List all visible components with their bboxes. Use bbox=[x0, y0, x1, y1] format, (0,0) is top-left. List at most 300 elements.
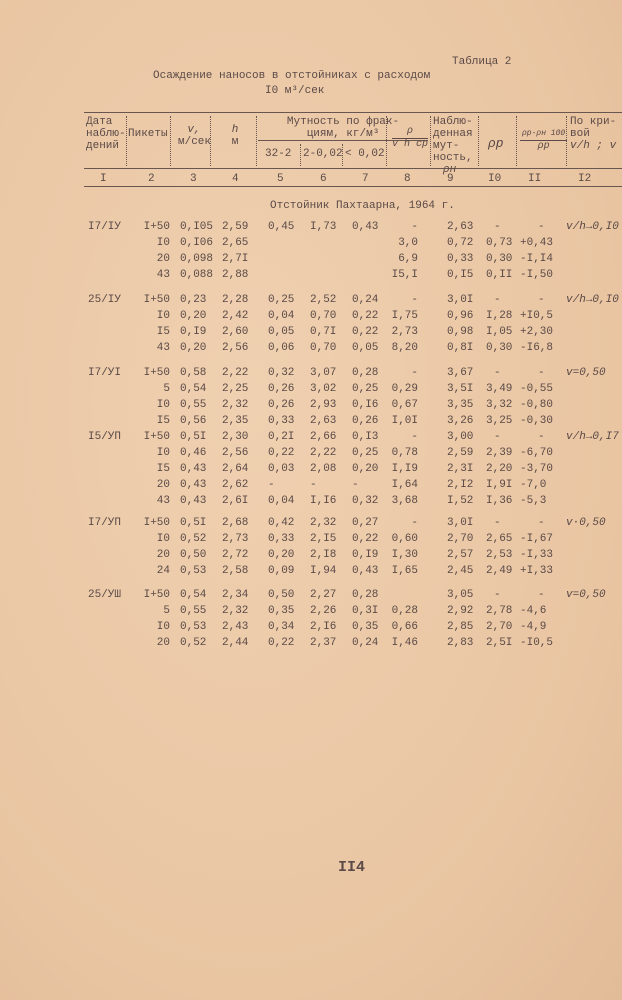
table-cell: 0,55 bbox=[180, 399, 207, 411]
table-cell: 0,28 bbox=[352, 589, 379, 601]
table-cell: 2,63 bbox=[310, 415, 337, 427]
table-cell: 0,25 bbox=[352, 447, 379, 459]
table-cell: 8,20 bbox=[391, 342, 418, 354]
header-text: м/сек bbox=[178, 136, 212, 148]
table-cell: 2,85 bbox=[447, 621, 474, 633]
header-text: По кри- bbox=[570, 116, 617, 128]
table-cell: -I,67 bbox=[520, 533, 554, 545]
table-cell: I+50 bbox=[143, 221, 170, 233]
table-cell: 0,2I bbox=[268, 431, 295, 443]
header-velocity bbox=[178, 124, 210, 148]
table-cell: 3,5I bbox=[447, 383, 474, 395]
column-number: 8 bbox=[404, 173, 411, 185]
table-cell: 0,98 bbox=[447, 326, 474, 338]
table-cell: 3,02 bbox=[310, 383, 337, 395]
table-cell: 2,37 bbox=[310, 637, 337, 649]
table-row bbox=[0, 495, 622, 511]
table-cell: 0,I6 bbox=[352, 399, 379, 411]
table-cell: 3,05 bbox=[447, 589, 474, 601]
table-cell: I+50 bbox=[143, 517, 170, 529]
table-cell: 0,35 bbox=[268, 605, 295, 617]
table-cell: 0,26 bbox=[268, 399, 295, 411]
table-cell: 5 bbox=[163, 383, 170, 395]
table-cell: I,28 bbox=[486, 310, 513, 322]
table-cell: 0,58 bbox=[180, 367, 207, 379]
column-number: I2 bbox=[578, 173, 592, 185]
table-cell: 20 bbox=[156, 479, 170, 491]
table-cell: 0,22 bbox=[268, 447, 295, 459]
table-cell: 2,26 bbox=[310, 605, 337, 617]
table-cell: I0 bbox=[156, 533, 170, 545]
header-text: денная bbox=[433, 128, 473, 140]
table-row bbox=[0, 637, 622, 653]
table-cell: 0,54 bbox=[180, 383, 207, 395]
table-cell: 2,34 bbox=[222, 589, 249, 601]
table-cell: 0,I3 bbox=[352, 431, 379, 443]
table-cell: I,75 bbox=[391, 310, 418, 322]
table-cell: I5,I bbox=[391, 269, 418, 281]
table-cell: I0 bbox=[156, 621, 170, 633]
table-cell: 0,50 bbox=[180, 549, 207, 561]
table-row bbox=[0, 549, 622, 565]
table-cell: 0,43 bbox=[180, 463, 207, 475]
table-cell: 2,73 bbox=[222, 533, 249, 545]
table-row bbox=[0, 533, 622, 549]
table-cell: 0,43 bbox=[180, 495, 207, 507]
column-number: 7 bbox=[362, 173, 369, 185]
table-cell: 0,53 bbox=[180, 565, 207, 577]
header-fraction-lt-002: < 0,02 bbox=[345, 148, 385, 160]
table-cell: 0,05 bbox=[268, 326, 295, 338]
fraction bbox=[392, 126, 428, 151]
header-fraction-32-2: 32-2 bbox=[265, 148, 292, 160]
table-cell: 43 bbox=[156, 342, 170, 354]
curve-cell: v/h→0,I7 bbox=[566, 431, 619, 443]
table-cell: 0,32 bbox=[352, 495, 379, 507]
column-number: 9 bbox=[447, 173, 454, 185]
table-cell: - bbox=[411, 431, 418, 443]
table-cell: 2,32 bbox=[310, 517, 337, 529]
table-cell: 0,60 bbox=[391, 533, 418, 545]
table-cell: - bbox=[538, 221, 545, 233]
table-cell: 2,49 bbox=[486, 565, 513, 577]
table-cell: 24 bbox=[156, 565, 170, 577]
table-cell: 2,08 bbox=[310, 463, 337, 475]
table-cell: 2,57 bbox=[447, 549, 474, 561]
table-cell: 0,67 bbox=[391, 399, 418, 411]
table-cell: 0,45 bbox=[268, 221, 295, 233]
table-cell: -0,80 bbox=[520, 399, 554, 411]
table-cell: 2,30 bbox=[222, 431, 249, 443]
table-cell: 0,30 bbox=[486, 342, 513, 354]
table-row bbox=[0, 621, 622, 637]
table-cell: I0 bbox=[156, 310, 170, 322]
table-cell: 0,52 bbox=[180, 533, 207, 545]
table-cell: 2,70 bbox=[447, 533, 474, 545]
curve-cell: v/h→0,I0 bbox=[566, 294, 619, 306]
header-text: вой bbox=[570, 128, 590, 140]
header-text: v, bbox=[187, 124, 201, 136]
table-cell: - bbox=[352, 479, 359, 491]
table-cell: 3,00 bbox=[447, 431, 474, 443]
table-cell: 0,28 bbox=[352, 367, 379, 379]
table-cell: 2,58 bbox=[222, 565, 249, 577]
table-cell: 0,33 bbox=[268, 415, 295, 427]
table-cell: 2,22 bbox=[310, 447, 337, 459]
table-cell: 0,43 bbox=[180, 479, 207, 491]
header-text: Мутность по фрак- bbox=[286, 116, 400, 128]
table-cell: 2,20 bbox=[486, 463, 513, 475]
table-row bbox=[0, 367, 622, 383]
table-cell: I0 bbox=[156, 237, 170, 249]
col-separator bbox=[170, 116, 171, 166]
table-cell: 0,098 bbox=[180, 253, 214, 265]
table-cell: 0,24 bbox=[352, 637, 379, 649]
date-cell: 25/IУ bbox=[88, 294, 122, 306]
table-cell: 0,24 bbox=[352, 294, 379, 306]
table-cell: I5 bbox=[156, 463, 170, 475]
table-cell: 0,28 bbox=[391, 605, 418, 617]
column-number: 6 bbox=[320, 173, 327, 185]
table-cell: +I0,5 bbox=[520, 310, 554, 322]
header-text: ность, bbox=[433, 152, 473, 164]
date-cell: 25/УШ bbox=[88, 589, 122, 601]
table-row bbox=[0, 294, 622, 310]
table-cell: 0,20 bbox=[180, 342, 207, 354]
table-cell: 43 bbox=[156, 269, 170, 281]
table-cell: 0,43 bbox=[352, 221, 379, 233]
curve-cell: v=0,50 bbox=[566, 589, 606, 601]
table-cell: 3,49 bbox=[486, 383, 513, 395]
table-cell: 3,0 bbox=[398, 237, 418, 249]
table-row bbox=[0, 269, 622, 285]
column-number: I0 bbox=[488, 173, 502, 185]
header-text: h bbox=[231, 124, 239, 136]
table-cell: 2,52 bbox=[310, 294, 337, 306]
header-text: м bbox=[231, 136, 239, 148]
table-cell: 0,26 bbox=[352, 415, 379, 427]
table-cell: +0,43 bbox=[520, 237, 554, 249]
table-cell: I,I9 bbox=[391, 463, 418, 475]
column-number: 4 bbox=[232, 173, 239, 185]
table-cell: 0,23 bbox=[180, 294, 207, 306]
table-cell: -6,70 bbox=[520, 447, 554, 459]
table-cell: 3,68 bbox=[391, 495, 418, 507]
table-cell: I,94 bbox=[310, 565, 337, 577]
table-row bbox=[0, 605, 622, 621]
table-cell: 0,04 bbox=[268, 495, 295, 507]
table-cell: 2,7I bbox=[222, 253, 249, 265]
table-cell: 2,83 bbox=[447, 637, 474, 649]
table-cell: 0,33 bbox=[447, 253, 474, 265]
table-cell: - bbox=[538, 517, 545, 529]
table-cell: 2,63 bbox=[447, 221, 474, 233]
table-cell: 2,93 bbox=[310, 399, 337, 411]
table-row bbox=[0, 253, 622, 269]
header-pickets: Пикеты bbox=[128, 128, 168, 140]
table-cell: -7,0 bbox=[520, 479, 547, 491]
table-cell: 0,5I bbox=[180, 431, 207, 443]
table-cell: 0,I5 bbox=[447, 269, 474, 281]
header-observed-turbidity bbox=[433, 116, 473, 176]
header-text: v/h ; v bbox=[570, 140, 617, 152]
table-cell: I+50 bbox=[143, 431, 170, 443]
table-cell: 2,25 bbox=[222, 383, 249, 395]
table-cell: 2,32 bbox=[222, 605, 249, 617]
table-title-line2: I0 м³/сек bbox=[265, 85, 325, 97]
table-cell: 2,22 bbox=[222, 367, 249, 379]
table-cell: 2,56 bbox=[222, 342, 249, 354]
table-cell: 2,28 bbox=[222, 294, 249, 306]
table-row bbox=[0, 326, 622, 342]
table-cell: 2,65 bbox=[486, 533, 513, 545]
table-cell: I0 bbox=[156, 447, 170, 459]
table-cell: 20 bbox=[156, 549, 170, 561]
col-separator bbox=[126, 116, 127, 166]
column-number: 3 bbox=[190, 173, 197, 185]
table-title: Осаждение наносов в отстойниках с расходом bbox=[153, 70, 431, 82]
table-cell: 3,0I bbox=[447, 517, 474, 529]
table-cell: 0,66 bbox=[391, 621, 418, 633]
table-cell: 3,25 bbox=[486, 415, 513, 427]
table-row bbox=[0, 237, 622, 253]
table-cell: 0,09 bbox=[268, 565, 295, 577]
table-cell: -5,3 bbox=[520, 495, 547, 507]
table-cell: 0,27 bbox=[352, 517, 379, 529]
table-cell: - bbox=[310, 479, 317, 491]
table-cell: 2,72 bbox=[222, 549, 249, 561]
table-cell: 5 bbox=[163, 605, 170, 617]
table-cell: 2,35 bbox=[222, 415, 249, 427]
column-number: II bbox=[528, 173, 542, 185]
table-row bbox=[0, 399, 622, 415]
date-cell: I7/IУ bbox=[88, 221, 122, 233]
column-number: 2 bbox=[148, 173, 155, 185]
table-cell: 0,20 bbox=[180, 310, 207, 322]
table-cell: 2,64 bbox=[222, 463, 249, 475]
table-cell: 0,20 bbox=[352, 463, 379, 475]
table-cell: 2,I2 bbox=[447, 479, 474, 491]
table-cell: 2,I8 bbox=[310, 549, 337, 561]
number-row-rule bbox=[84, 186, 622, 187]
table-cell: 2,56 bbox=[222, 447, 249, 459]
curve-cell: v/h→0,I0 bbox=[566, 221, 619, 233]
table-cell: +2,30 bbox=[520, 326, 554, 338]
table-cell: 0,22 bbox=[352, 326, 379, 338]
table-cell: 3,32 bbox=[486, 399, 513, 411]
table-cell: 0,7I bbox=[310, 326, 337, 338]
table-cell: 2,70 bbox=[486, 621, 513, 633]
table-cell: - bbox=[411, 221, 418, 233]
table-cell: - bbox=[494, 517, 501, 529]
table-cell: 2,73 bbox=[391, 326, 418, 338]
fraction-denominator: v h ср bbox=[392, 139, 429, 150]
table-cell: 2,65 bbox=[222, 237, 249, 249]
table-cell: 0,20 bbox=[268, 549, 295, 561]
table-cell: - bbox=[494, 221, 501, 233]
table-row bbox=[0, 221, 622, 237]
table-cell: 6,9 bbox=[398, 253, 418, 265]
table-cell: 0,22 bbox=[352, 533, 379, 545]
table-cell: 0,70 bbox=[310, 310, 337, 322]
header-calculated-turbidity: ρр bbox=[488, 136, 504, 151]
header-text: дений bbox=[86, 140, 120, 152]
table-cell: I,36 bbox=[486, 495, 513, 507]
table-label: Таблица 2 bbox=[452, 56, 512, 68]
table-cell: I,52 bbox=[447, 495, 474, 507]
table-cell: 0,088 bbox=[180, 269, 214, 281]
table-cell: I5 bbox=[156, 326, 170, 338]
table-cell: I,05 bbox=[486, 326, 513, 338]
table-cell: 2,68 bbox=[222, 517, 249, 529]
table-cell: -4,6 bbox=[520, 605, 547, 617]
table-cell: 20 bbox=[156, 637, 170, 649]
fraction-denominator: ρр bbox=[537, 141, 550, 152]
table-cell: I,73 bbox=[310, 221, 337, 233]
column-number: I bbox=[100, 173, 107, 185]
header-curve bbox=[570, 116, 616, 152]
header-text: Дата bbox=[86, 116, 113, 128]
table-cell: 0,42 bbox=[268, 517, 295, 529]
table-cell: -3,70 bbox=[520, 463, 554, 475]
subtitle: Отстойник Пахтаарна, 1964 г. bbox=[270, 200, 455, 212]
header-bottom-rule bbox=[84, 168, 622, 169]
table-cell: 0,53 bbox=[180, 621, 207, 633]
table-cell: -0,30 bbox=[520, 415, 554, 427]
table-cell: 2,92 bbox=[447, 605, 474, 617]
table-cell: 2,62 bbox=[222, 479, 249, 491]
table-cell: 0,04 bbox=[268, 310, 295, 322]
table-cell: 2,59 bbox=[222, 221, 249, 233]
header-text: Наблю- bbox=[433, 116, 473, 128]
table-cell: I,64 bbox=[391, 479, 418, 491]
table-cell: 2,5I bbox=[486, 637, 513, 649]
table-cell: 0,73 bbox=[486, 237, 513, 249]
table-cell: - bbox=[268, 479, 275, 491]
table-cell: 2,32 bbox=[222, 399, 249, 411]
table-row bbox=[0, 517, 622, 533]
table-cell: 0,56 bbox=[180, 415, 207, 427]
table-cell: +I,33 bbox=[520, 565, 554, 577]
table-cell: 0,50 bbox=[268, 589, 295, 601]
table-cell: 0,29 bbox=[391, 383, 418, 395]
header-text: мут- bbox=[433, 140, 460, 152]
fraction bbox=[520, 128, 567, 153]
table-row bbox=[0, 415, 622, 431]
table-cell: 3,0I bbox=[447, 294, 474, 306]
table-cell: 0,52 bbox=[180, 637, 207, 649]
table-cell: 0,34 bbox=[268, 621, 295, 633]
date-cell: I7/УI bbox=[88, 367, 122, 379]
table-cell: 0,25 bbox=[352, 383, 379, 395]
table-cell: 0,3I bbox=[352, 605, 379, 617]
table-cell: - bbox=[538, 589, 545, 601]
table-cell: 0,I9 bbox=[180, 326, 207, 338]
date-cell: I7/УП bbox=[88, 517, 122, 529]
curve-cell: v=0,50 bbox=[566, 367, 606, 379]
table-cell: I,I6 bbox=[310, 495, 337, 507]
table-cell: 3,67 bbox=[447, 367, 474, 379]
table-cell: 2,27 bbox=[310, 589, 337, 601]
table-cell: -0,55 bbox=[520, 383, 554, 395]
table-cell: I5 bbox=[156, 415, 170, 427]
column-number: 5 bbox=[277, 173, 284, 185]
table-cell: 0,33 bbox=[268, 533, 295, 545]
header-ratio bbox=[392, 126, 428, 151]
table-cell: 0,I06 bbox=[180, 237, 214, 249]
table-row bbox=[0, 589, 622, 605]
table-cell: 0,8I bbox=[447, 342, 474, 354]
header-fraction-2-002: 2-0,02 bbox=[303, 148, 343, 160]
table-cell: I,65 bbox=[391, 565, 418, 577]
col-separator bbox=[256, 116, 257, 166]
table-cell: - bbox=[538, 431, 545, 443]
table-cell: 0,43 bbox=[352, 565, 379, 577]
page-number: II4 bbox=[338, 859, 366, 876]
header-depth bbox=[220, 124, 250, 148]
table-cell: 0,35 bbox=[352, 621, 379, 633]
table-row bbox=[0, 431, 622, 447]
table-cell: -I6,8 bbox=[520, 342, 554, 354]
table-cell: -I0,5 bbox=[520, 637, 554, 649]
table-cell: 0,03 bbox=[268, 463, 295, 475]
table-cell: - bbox=[494, 589, 501, 601]
table-cell: 3,07 bbox=[310, 367, 337, 379]
table-cell: I+50 bbox=[143, 294, 170, 306]
table-cell: I+50 bbox=[143, 367, 170, 379]
table-cell: 2,3I bbox=[447, 463, 474, 475]
header-date bbox=[86, 116, 126, 152]
table-cell: I,9I bbox=[486, 479, 513, 491]
table-cell: - bbox=[411, 517, 418, 529]
table-cell: 0,5I bbox=[180, 517, 207, 529]
table-row bbox=[0, 447, 622, 463]
table-cell: 0,25 bbox=[268, 294, 295, 306]
table-cell: 0,22 bbox=[352, 310, 379, 322]
table-cell: 0,55 bbox=[180, 605, 207, 617]
table-cell: 3,26 bbox=[447, 415, 474, 427]
table-cell: -I,33 bbox=[520, 549, 554, 561]
date-cell: I5/УП bbox=[88, 431, 122, 443]
header-text: наблю- bbox=[86, 128, 126, 140]
table-cell: I+50 bbox=[143, 589, 170, 601]
table-cell: 0,72 bbox=[447, 237, 474, 249]
table-row bbox=[0, 463, 622, 479]
table-cell: 0,05 bbox=[352, 342, 379, 354]
table-cell: 2,I5 bbox=[310, 533, 337, 545]
table-cell: 2,42 bbox=[222, 310, 249, 322]
table-cell: 2,53 bbox=[486, 549, 513, 561]
table-cell: 2,60 bbox=[222, 326, 249, 338]
table-cell: 20 bbox=[156, 253, 170, 265]
table-cell: -I,I4 bbox=[520, 253, 554, 265]
col-separator bbox=[478, 116, 479, 166]
table-cell: 0,70 bbox=[310, 342, 337, 354]
table-cell: -4,9 bbox=[520, 621, 547, 633]
table-cell: 2,45 bbox=[447, 565, 474, 577]
table-cell: 2,78 bbox=[486, 605, 513, 617]
table-row bbox=[0, 310, 622, 326]
table-cell: I0 bbox=[156, 399, 170, 411]
table-cell: I,46 bbox=[391, 637, 418, 649]
table-cell: 2,39 bbox=[486, 447, 513, 459]
header-text: циям, кг/м³ bbox=[306, 128, 380, 140]
table-cell: - bbox=[411, 367, 418, 379]
table-cell: 2,88 bbox=[222, 269, 249, 281]
table-cell: 0,78 bbox=[391, 447, 418, 459]
table-cell: 0,54 bbox=[180, 589, 207, 601]
table-cell: 0,I05 bbox=[180, 221, 214, 233]
